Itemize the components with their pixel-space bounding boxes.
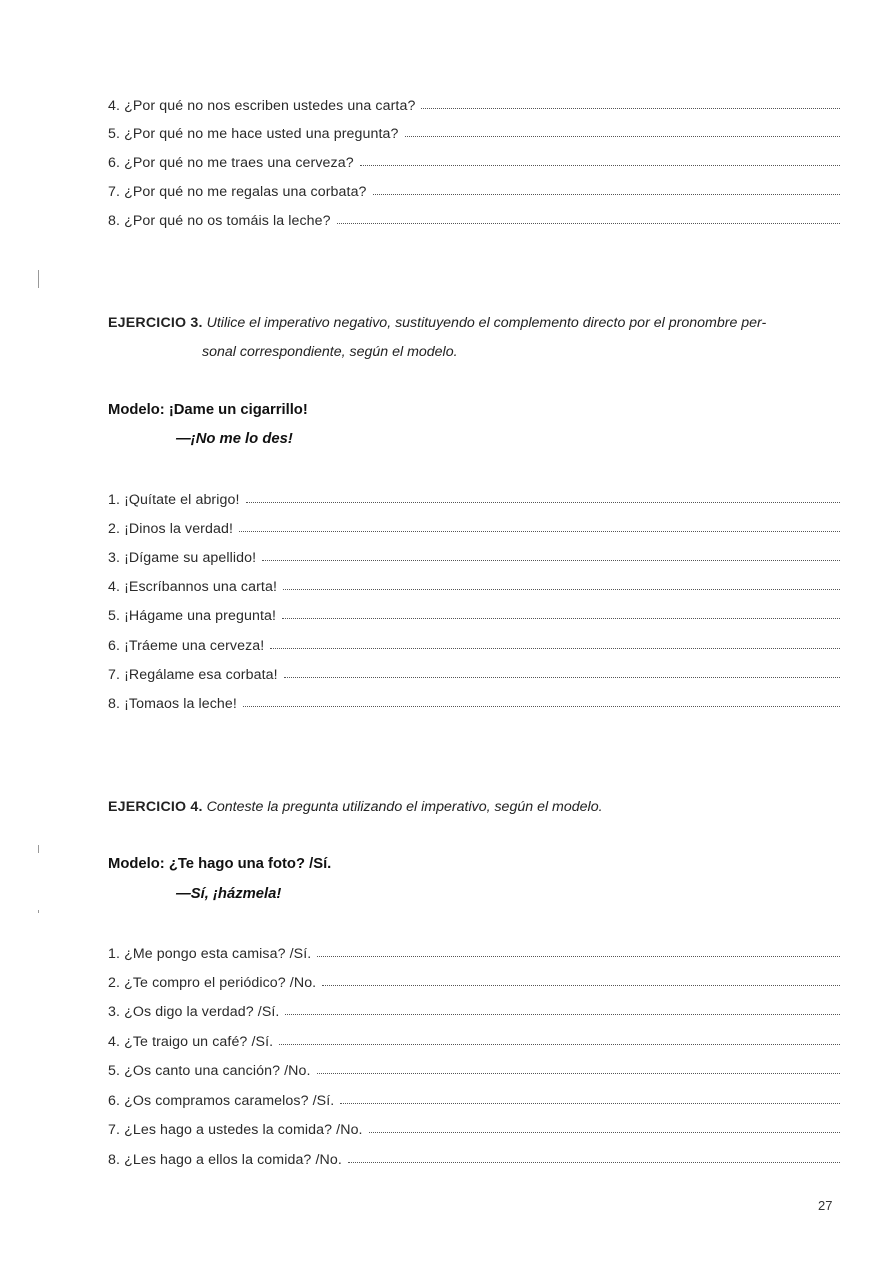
question-text: 5. ¡Hágame una pregunta!	[108, 608, 277, 624]
exercise-3-model: Modelo: ¡Dame un cigarrillo!	[108, 402, 308, 418]
answer-line[interactable]	[108, 1028, 840, 1050]
answer-line[interactable]	[108, 178, 840, 200]
answer-blank	[317, 956, 840, 957]
scan-speck	[38, 845, 39, 853]
answer-blank	[317, 1073, 840, 1074]
question-text: 2. ¡Dinos la verdad!	[108, 521, 234, 537]
answer-line[interactable]	[108, 602, 840, 624]
question-text: 7. ¿Por qué no me regalas una corbata?	[108, 184, 367, 200]
question-text: 6. ¡Tráeme una cerveza!	[108, 638, 265, 654]
answer-blank	[405, 136, 840, 137]
scan-speck	[38, 270, 39, 288]
answer-line[interactable]	[108, 120, 840, 142]
answer-blank	[283, 589, 840, 590]
exercise-4-heading	[108, 792, 844, 822]
answer-line[interactable]	[108, 515, 840, 537]
answer-line[interactable]	[108, 486, 840, 508]
answer-line[interactable]	[108, 940, 840, 962]
answer-line[interactable]	[108, 632, 840, 654]
answer-blank	[348, 1162, 840, 1163]
exercise-4-model-answer: —Sí, ¡házmela!	[176, 886, 282, 902]
answer-blank	[284, 677, 840, 678]
answer-blank	[421, 108, 840, 109]
answer-line[interactable]	[108, 969, 840, 991]
question-text: 3. ¿Os digo la verdad? /Sí.	[108, 1004, 280, 1020]
exercise-3-heading	[108, 308, 844, 338]
answer-line[interactable]	[108, 92, 840, 114]
exercise-4-model: Modelo: ¿Te hago una foto? /Sí.	[108, 856, 332, 872]
answer-blank	[360, 165, 840, 166]
question-text: 8. ¡Tomaos la leche!	[108, 696, 237, 712]
question-text: 2. ¿Te compro el periódico? /No.	[108, 975, 317, 991]
question-text: 7. ¡Regálame esa corbata!	[108, 667, 278, 683]
question-text: 8. ¿Por qué no os tomáis la leche?	[108, 213, 331, 229]
answer-blank	[282, 618, 840, 619]
answer-line[interactable]	[108, 1116, 840, 1138]
answer-line[interactable]	[108, 1146, 840, 1168]
answer-blank	[369, 1132, 840, 1133]
question-text: 7. ¿Les hago a ustedes la comida? /No.	[108, 1122, 363, 1138]
exercise-3-label: EJERCICIO 3.	[108, 315, 203, 331]
exercise-4-label: EJERCICIO 4.	[108, 799, 203, 815]
question-text: 4. ¿Por qué no nos escriben ustedes una carta?	[108, 98, 416, 114]
question-text: 6. ¿Por qué no me traes una cerveza?	[108, 155, 354, 171]
answer-line[interactable]	[108, 690, 840, 712]
answer-line[interactable]	[108, 998, 840, 1020]
answer-blank	[279, 1044, 840, 1045]
exercise-3-instruction-cont: sonal correspondiente, según el modelo.	[202, 344, 458, 360]
answer-line[interactable]	[108, 544, 840, 566]
answer-line[interactable]	[108, 149, 840, 171]
question-text: 5. ¿Por qué no me hace usted una pregunta?	[108, 126, 399, 142]
question-text: 1. ¡Quítate el abrigo!	[108, 492, 240, 508]
question-text: 3. ¡Dígame su apellido!	[108, 550, 257, 566]
answer-blank	[270, 648, 840, 649]
question-text: 1. ¿Me pongo esta camisa? /Sí.	[108, 946, 312, 962]
question-text: 5. ¿Os canto una canción? /No.	[108, 1063, 311, 1079]
answer-blank	[322, 985, 840, 986]
question-text: 6. ¿Os compramos caramelos? /Sí.	[108, 1093, 335, 1109]
answer-line[interactable]	[108, 207, 840, 229]
answer-blank	[239, 531, 840, 532]
answer-line[interactable]	[108, 1057, 840, 1079]
exercise-3-model-answer: —¡No me lo des!	[176, 431, 293, 447]
answer-line[interactable]	[108, 1087, 840, 1109]
question-text: 8. ¿Les hago a ellos la comida? /No.	[108, 1152, 342, 1168]
question-text: 4. ¡Escríbannos una carta!	[108, 579, 277, 595]
answer-blank	[340, 1103, 840, 1104]
answer-blank	[262, 560, 840, 561]
answer-blank	[285, 1014, 840, 1015]
exercise-4-instruction: Conteste la pregunta utilizando el imperativo, según el modelo.	[206, 799, 603, 815]
scan-speck	[38, 910, 39, 913]
answer-blank	[243, 706, 840, 707]
answer-blank	[373, 194, 840, 195]
answer-line[interactable]	[108, 661, 840, 683]
answer-blank	[246, 502, 840, 503]
question-text: 4. ¿Te traigo un café? /Sí.	[108, 1034, 274, 1050]
page-number: 27	[818, 1198, 833, 1213]
exercise-3-instruction: Utilice el imperativo negativo, sustituyendo el complemento directo por el pronombre per-	[206, 315, 767, 331]
answer-blank	[337, 223, 840, 224]
answer-line[interactable]	[108, 573, 840, 595]
